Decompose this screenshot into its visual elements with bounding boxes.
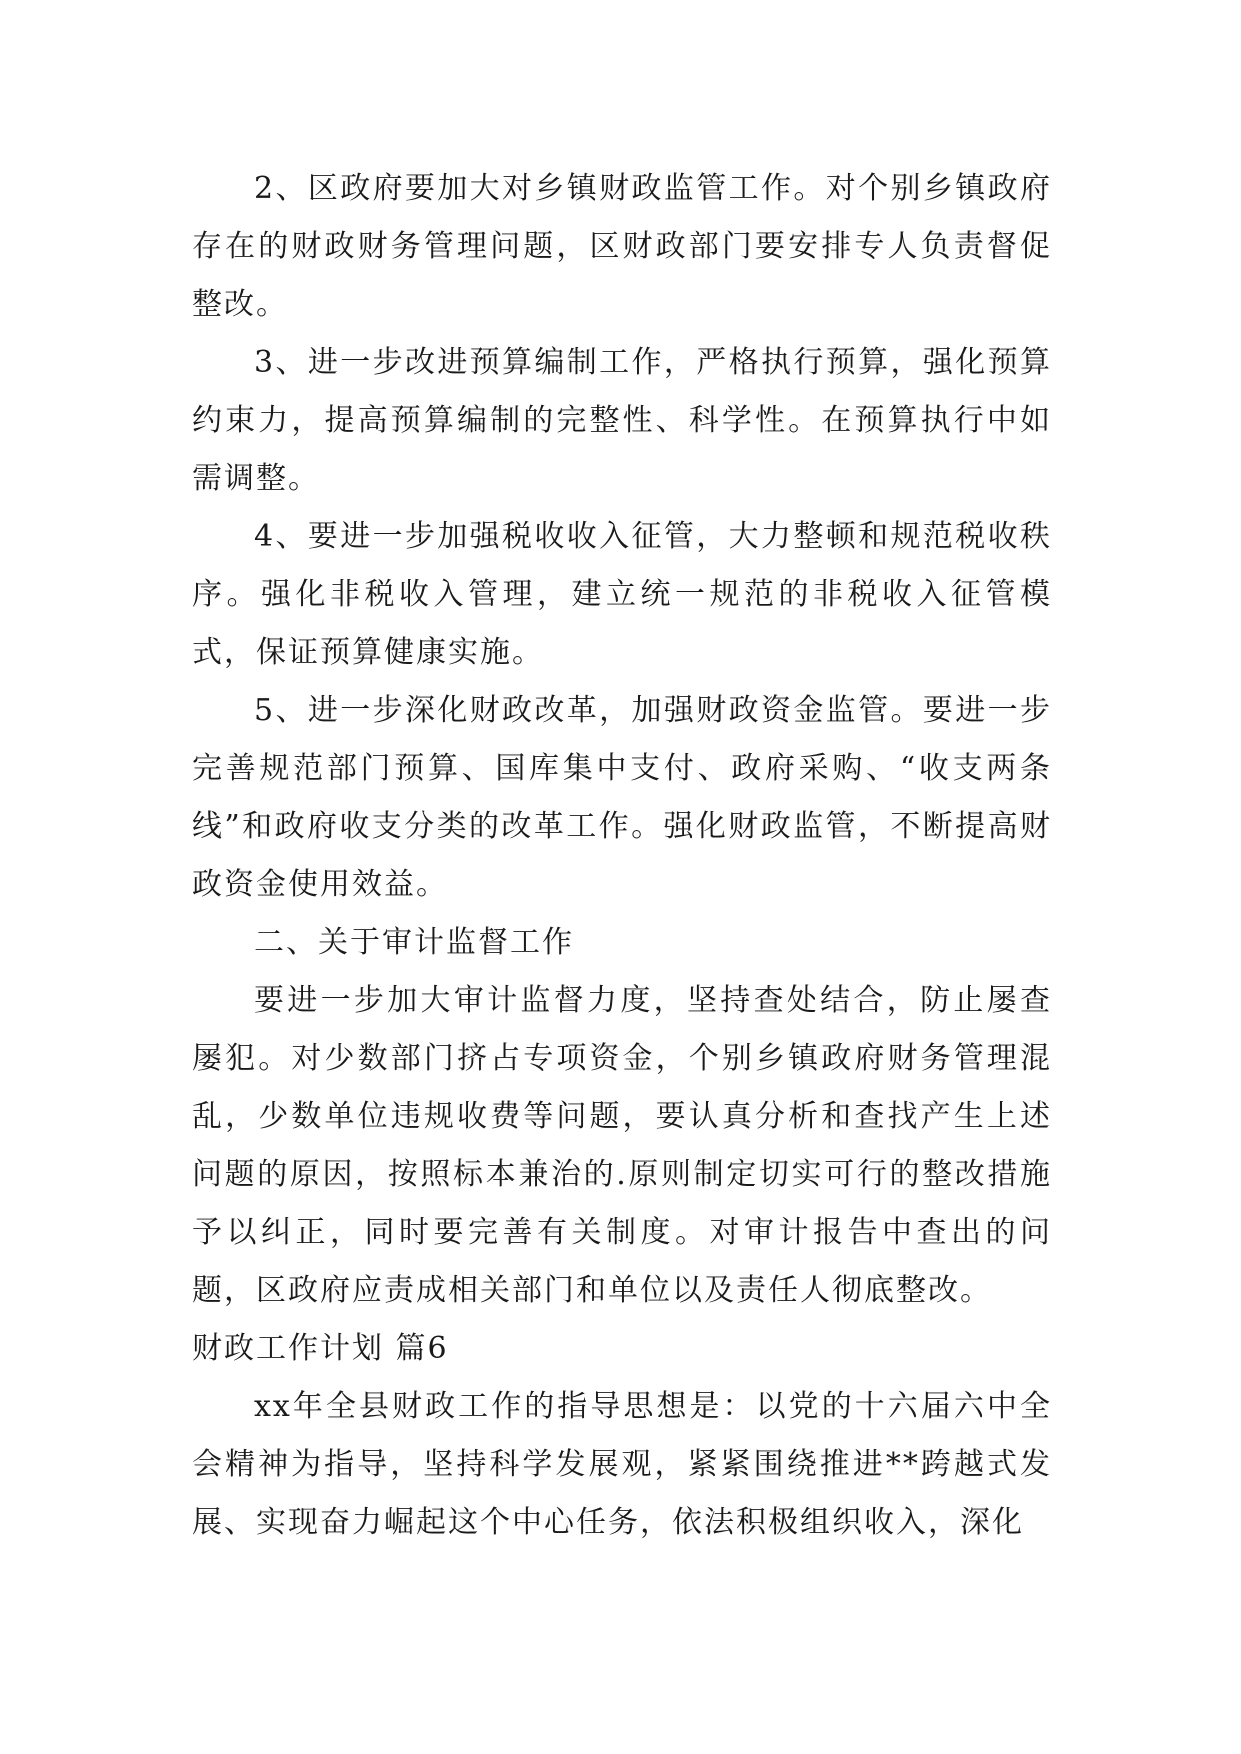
paragraph-audit-body: 要进一步加大审计监督力度，坚持查处结合，防止屡查屡犯。对少数部门挤占专项资金，个别乡镇政府财务管理混乱，少数单位违规收费等问题，要认真分析和查找产生上述问题的原因，按照标本兼治的.原则制定切实可行的整改措施予以纠正，同时要完善有关制度。对审计报告中查出的问题，区政府应责成相关部门和单位以及责任人彻底整改。 (192, 983, 1052, 1308)
paragraph-guiding-thought: xx年全县财政工作的指导思想是：以党的十六届六中全会精神为指导，坚持科学发展观，紧紧围绕推进**跨越式发展、实现奋力崛起这个中心任务，依法积极组织收入，深化 (192, 1389, 1052, 1540)
document-page (192, 160, 1052, 1552)
subheading-audit: 二、关于审计监督工作 (254, 925, 574, 960)
paragraph-item-2: 2、区政府要加大对乡镇财政监管工作。对个别乡镇政府存在的财政财务管理问题，区财政部门要安排专人负责督促整改。 (192, 171, 1052, 322)
section-heading: 财政工作计划 篇6 (192, 1331, 449, 1366)
paragraph-item-3: 3、进一步改进预算编制工作，严格执行预算，强化预算约束力，提高预算编制的完整性、科学性。在预算执行中如需调整。 (192, 345, 1052, 496)
paragraph-item-5: 5、进一步深化财政改革，加强财政资金监管。要进一步完善规范部门预算、国库集中支付、政府采购、“收支两条线”和政府收支分类的改革工作。强化财政监管，不断提高财政资金使用效益。 (192, 693, 1052, 902)
paragraph-item-4: 4、要进一步加强税收收入征管，大力整顿和规范税收秩序。强化非税收入管理，建立统一规范的非税收入征管模式，保证预算健康实施。 (192, 519, 1052, 670)
